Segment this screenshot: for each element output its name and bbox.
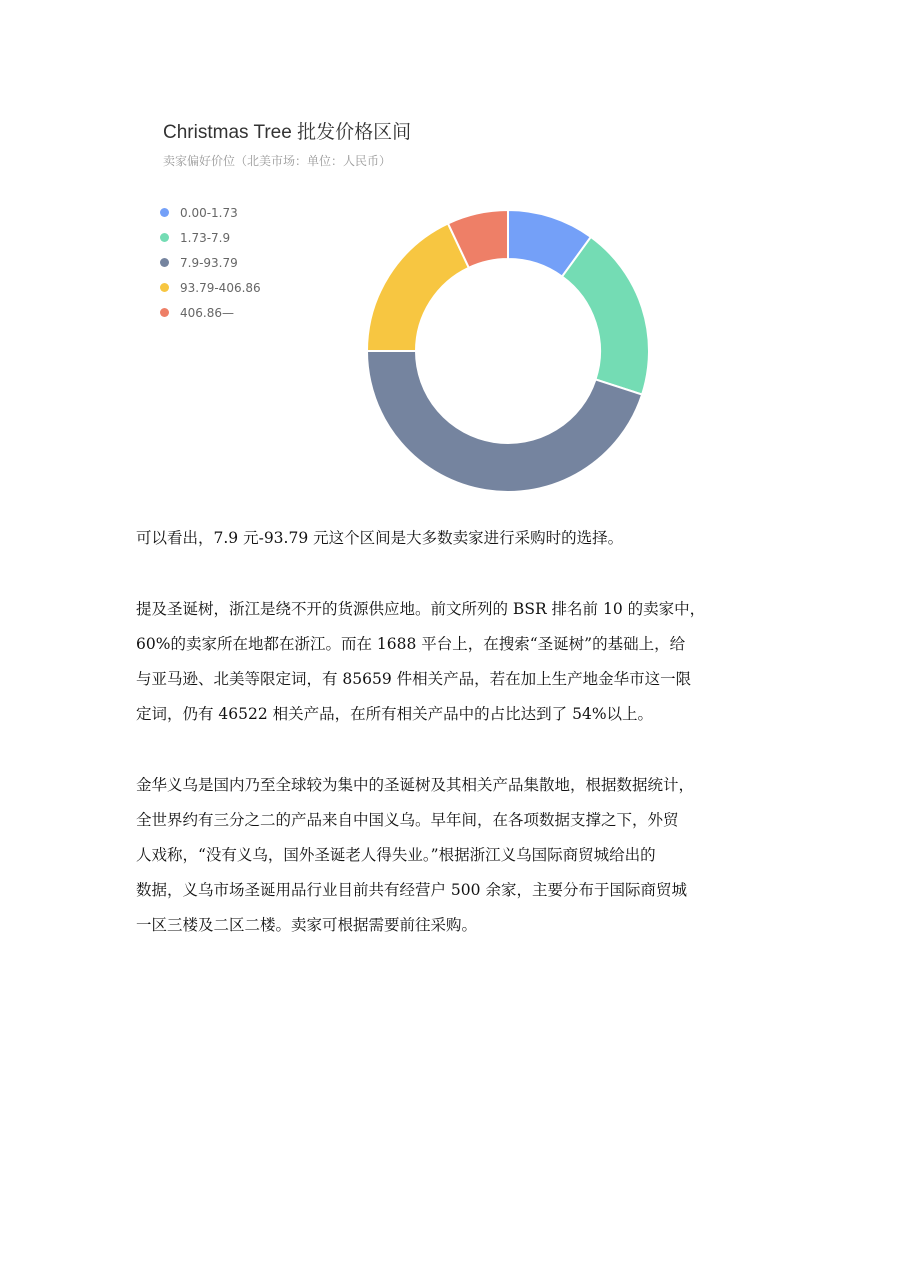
legend-marker-4 xyxy=(160,308,169,317)
legend-item-3[interactable] xyxy=(160,275,261,300)
donut-slice-3[interactable] xyxy=(367,223,469,351)
legend-item-4[interactable] xyxy=(160,300,261,325)
legend-label-2: 7.9-93.79 xyxy=(180,255,238,270)
paragraph-1-line-1: 可以看出，7.9 元-93.79 元这个区间是大多数卖家进行采购时的选择。 xyxy=(136,529,624,547)
donut-chart xyxy=(360,203,656,499)
chart-legend xyxy=(160,200,261,325)
paragraph-2-line-4: 定词，仍有 46522 相关产品，在所有相关产品中的占比达到了 54%以上。 xyxy=(136,705,654,723)
paragraph-2 xyxy=(136,592,776,732)
paragraph-3-line-2: 全世界约有三分之二的产品来自中国义乌。早年间，在各项数据支撑之下，外贸 xyxy=(136,811,679,829)
legend-item-2[interactable] xyxy=(160,250,261,275)
legend-marker-3 xyxy=(160,283,169,292)
chart-title: Christmas Tree 批发价格区间 xyxy=(163,122,412,143)
legend-marker-0 xyxy=(160,208,169,217)
paragraph-3-line-1: 金华义乌是国内乃至全球较为集中的圣诞树及其相关产品集散地，根据数据统计， xyxy=(136,776,695,794)
paragraph-3-line-4: 数据，义乌市场圣诞用品行业目前共有经营户 500 余家，主要分布于国际商贸城 xyxy=(136,881,687,899)
paragraph-2-line-3: 与亚马逊、北美等限定词，有 85659 件相关产品，若在加上生产地金华市这一限 xyxy=(136,670,692,688)
legend-marker-1 xyxy=(160,233,169,242)
legend-label-3: 93.79-406.86 xyxy=(180,280,261,295)
legend-item-1[interactable] xyxy=(160,225,261,250)
legend-item-0[interactable] xyxy=(160,200,261,225)
paragraph-2-line-2: 60%的卖家所在地都在浙江。而在 1688 平台上，在搜索“圣诞树”的基础上，给 xyxy=(136,635,686,653)
legend-label-1: 1.73-7.9 xyxy=(180,230,231,245)
legend-label-0: 0.00-1.73 xyxy=(180,205,238,220)
paragraph-2-line-1: 提及圣诞树，浙江是绕不开的货源供应地。前文所列的 BSR 排名前 10 的卖家中， xyxy=(136,600,706,618)
legend-label-4: 406.86— xyxy=(180,305,234,320)
donut-slice-1[interactable] xyxy=(562,237,649,395)
paragraph-1 xyxy=(136,521,776,556)
paragraph-3 xyxy=(136,768,776,943)
legend-marker-2 xyxy=(160,258,169,267)
chart-subtitle: 卖家偏好价位（北美市场：单位：人民币） xyxy=(163,154,392,168)
paragraph-3-line-3: 人戏称，“没有义乌，国外圣诞老人得失业。”根据浙江义乌国际商贸城给出的 xyxy=(136,846,656,864)
paragraph-3-line-5: 一区三楼及二区二楼。卖家可根据需要前往采购。 xyxy=(136,916,478,934)
